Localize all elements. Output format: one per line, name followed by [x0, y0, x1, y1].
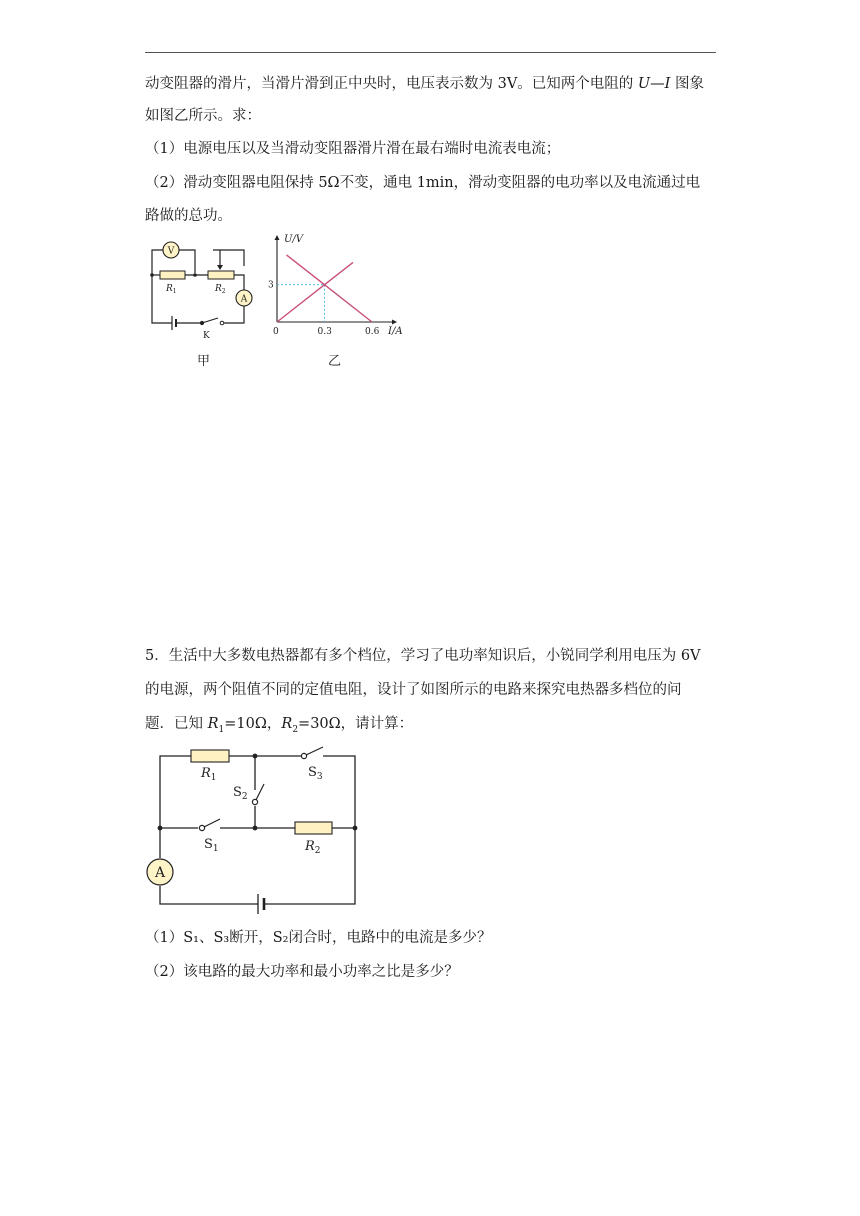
svg-text:S3: $S_3$ — [308, 765, 323, 782]
circuit-figure-a — [140, 236, 260, 342]
y-axis-arrow-icon — [275, 235, 280, 240]
switch-s2 — [252, 784, 264, 805]
x-tick-label: 0.3 — [317, 327, 332, 337]
resistor-r2 — [295, 822, 332, 834]
svg-text:S2: $S_2$ — [233, 785, 248, 802]
p5-line2: 的电源，两个阻值不同的定值电阻，设计了如图所示的电路来探究电热器多档位的问 — [145, 682, 682, 698]
p5-line1: 5．生活中大多数电热器都有多个档位，学习了电功率知识后，小锐同学利用电压为 6V — [145, 648, 701, 664]
p4-question-2-cont: 路做的总功。 — [145, 208, 232, 224]
p5-question-1: （1）S₁、S₃断开，S₂闭合时，电路中的电流是多少？ — [145, 930, 492, 946]
svg-text:S1: $S_1$ — [204, 837, 219, 854]
circuit-figure-p5 — [140, 744, 370, 920]
svg-text:U/V: U/V — [284, 234, 304, 245]
battery-icon — [258, 894, 264, 914]
resistor-r1 — [160, 271, 185, 279]
y-tick-label: 3 — [268, 280, 274, 291]
top-rule — [145, 52, 716, 53]
ammeter-icon — [147, 859, 173, 885]
p5-line3: 题．已知 $R_1=10\Omega$，$R_2=30\Omega$，请计算： — [145, 716, 414, 735]
p4-line1: 动变阻器的滑片，当滑片滑到正中央时，电压表示数为 3V。已知两个电阻的 U—I 图象 — [145, 76, 704, 92]
battery-icon — [172, 316, 176, 330]
switch-k — [200, 318, 223, 325]
x-axis-arrow-icon — [392, 320, 397, 325]
series-line-2 — [287, 255, 373, 322]
p5-question-2: （2）该电路的最大功率和最小功率之比是多少？ — [145, 964, 459, 980]
voltmeter-icon — [163, 242, 179, 258]
svg-text:R1: $R_1$ — [166, 284, 177, 295]
ui-graph-figure-b — [262, 230, 412, 346]
x-tick-label: 0.6 — [365, 327, 380, 337]
ammeter-icon — [236, 290, 252, 306]
p4-question-2: （2）滑动变阻器电阻保持 5Ω不变，通电 1min，滑动变阻器的电功率以及电流通过电 — [145, 175, 701, 191]
p4-line2: 如图乙所示。求： — [145, 108, 261, 124]
resistor-r1 — [191, 750, 229, 762]
svg-text:V: V — [167, 246, 175, 257]
p4-question-1: （1）电源电压以及当滑动变阻器滑片滑在最右端时电流表电流； — [145, 141, 561, 157]
svg-text:A: A — [154, 865, 166, 881]
svg-text:R2: $R_2$ — [215, 284, 226, 295]
figure-a-caption: 甲 — [197, 354, 211, 369]
figure-b-caption: 乙 — [328, 354, 342, 369]
svg-text:A: A — [240, 294, 248, 305]
switch-s1 — [199, 819, 220, 831]
svg-text:R2: $R_2$ — [305, 839, 321, 856]
origin-label: 0 — [273, 327, 279, 337]
svg-text:K: K — [203, 331, 210, 341]
switch-s3 — [301, 747, 323, 759]
svg-text:R1: $R_1$ — [201, 766, 217, 783]
rheostat-r2 — [208, 271, 234, 279]
series-line-1 — [277, 262, 353, 322]
x-axis-label: I/A — [388, 326, 403, 337]
